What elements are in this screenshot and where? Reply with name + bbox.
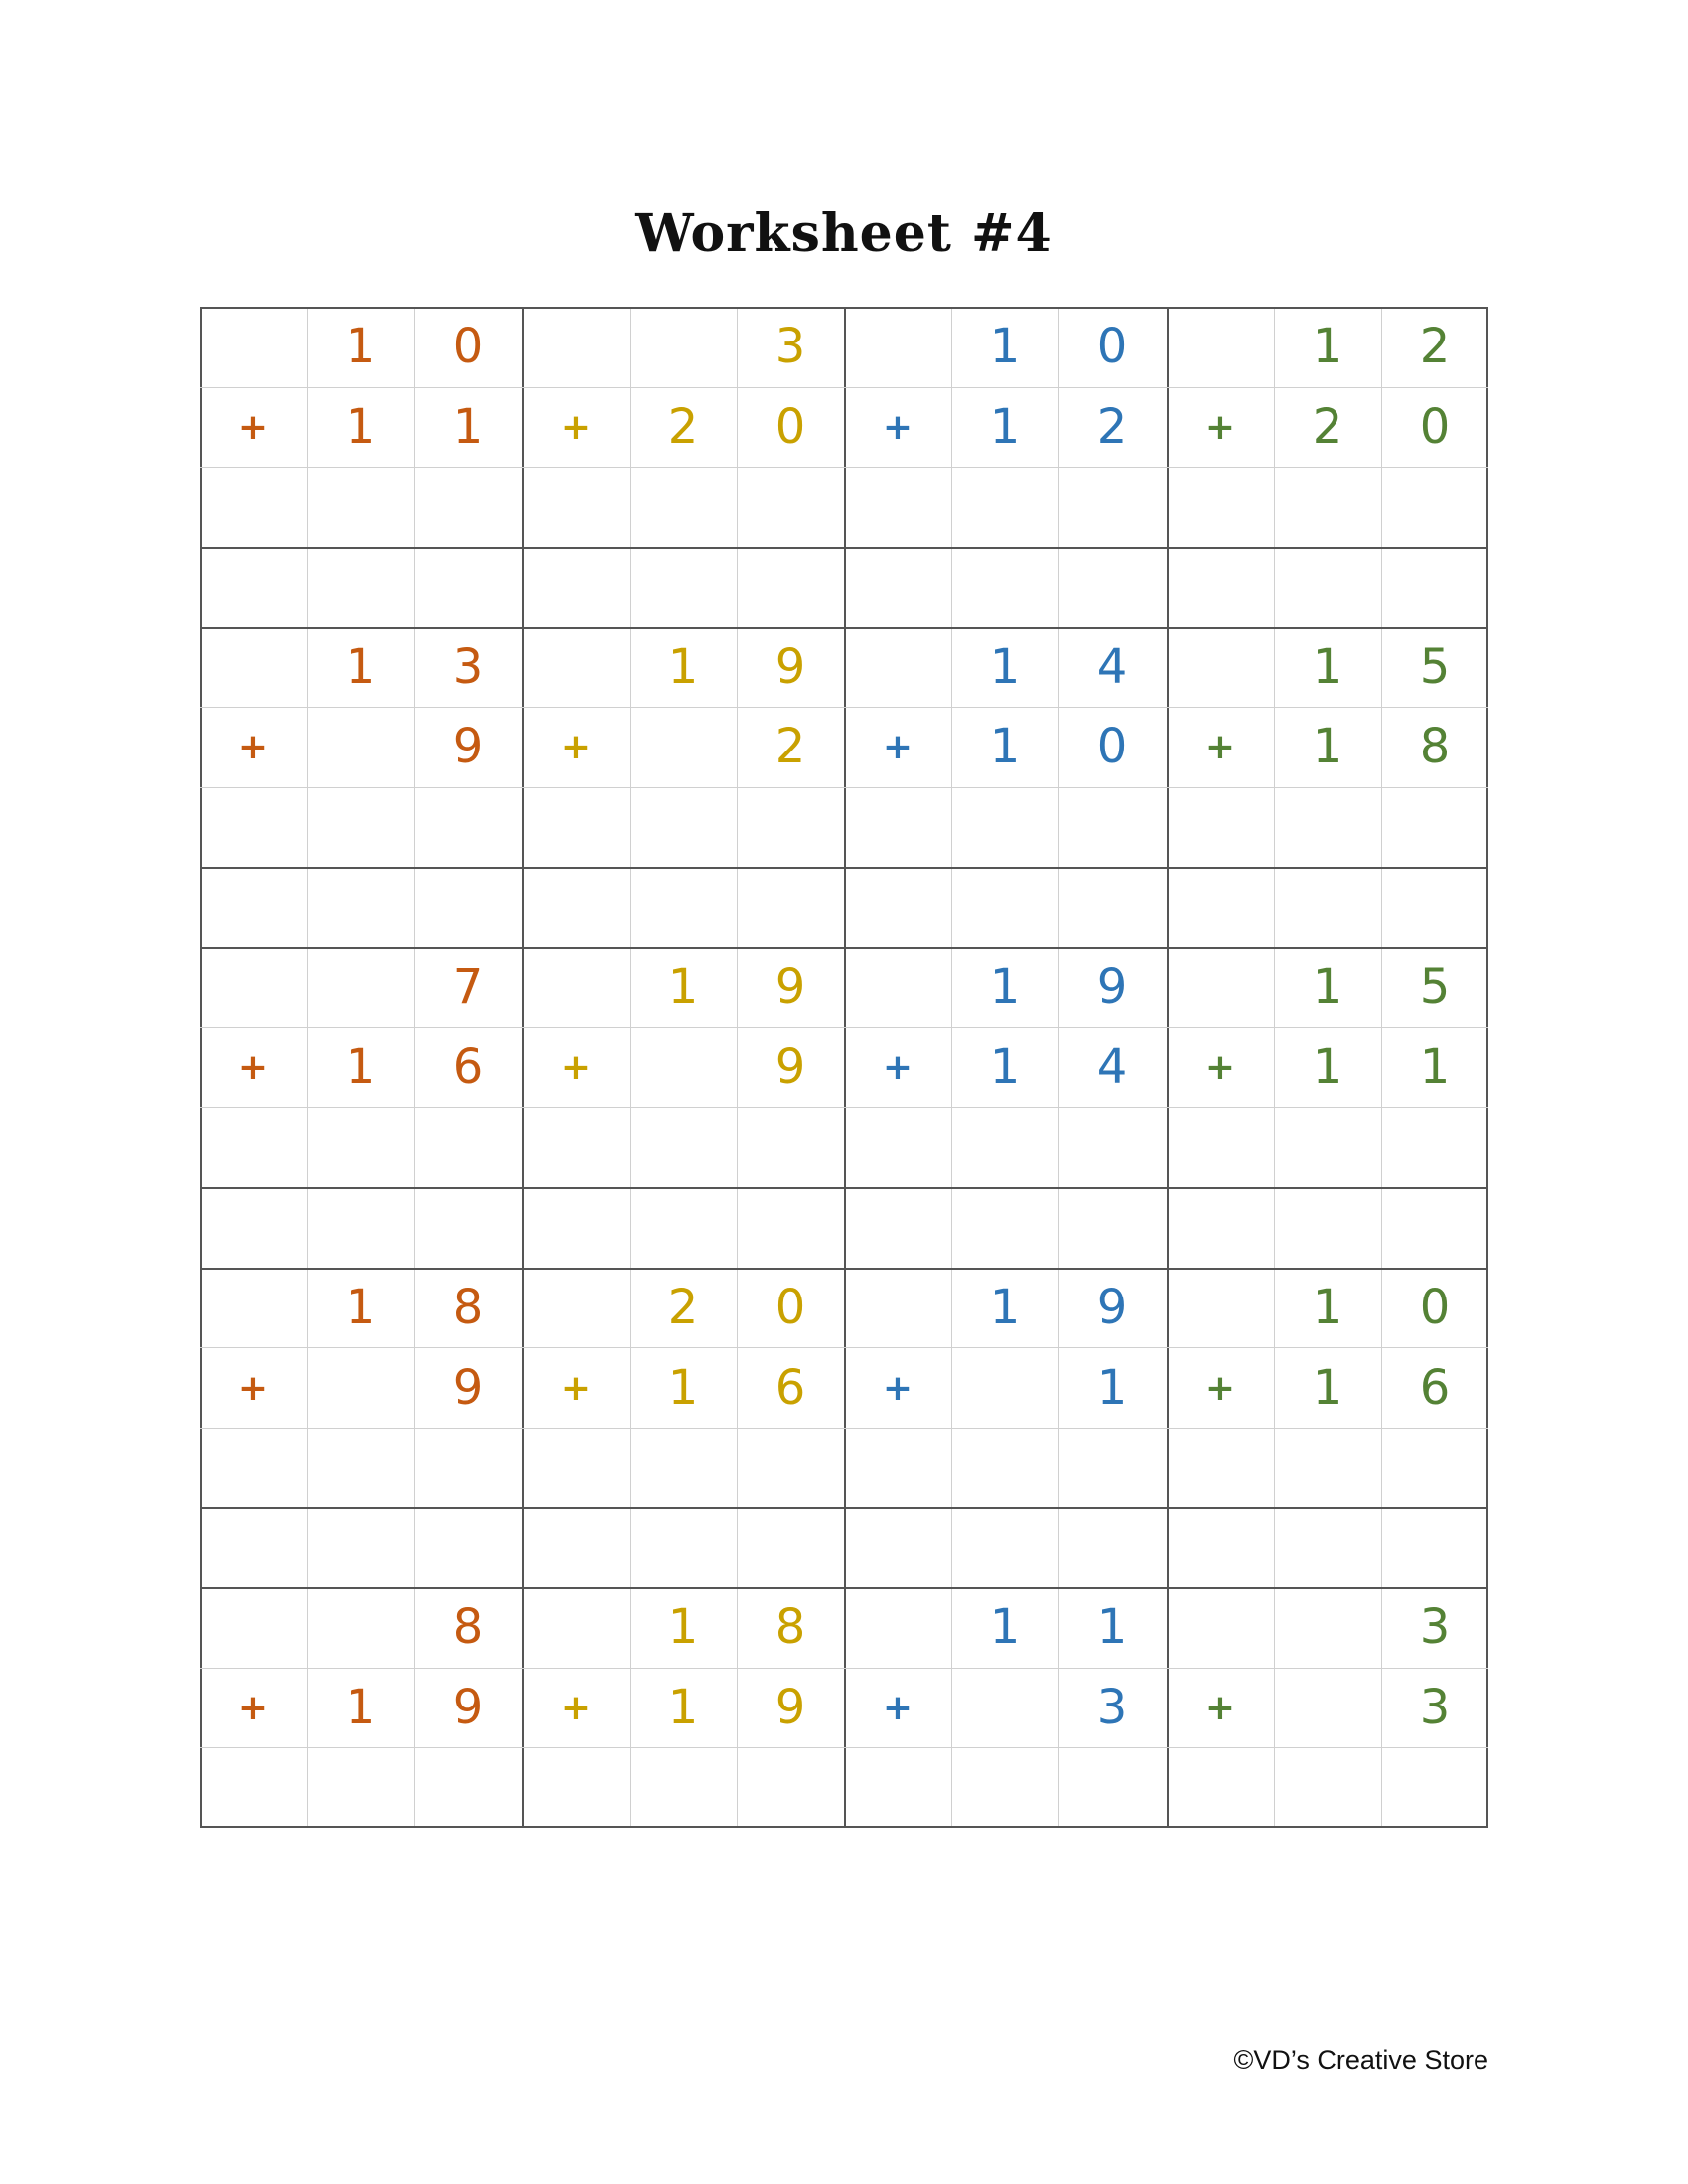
answer-cell[interactable] [1167, 787, 1274, 867]
bottom-digit: 1 [989, 399, 1021, 455]
bottom-digit: 9 [452, 1360, 484, 1416]
answer-cell[interactable] [1274, 1108, 1381, 1187]
top-digit: 1 [345, 319, 376, 374]
answer-cell[interactable] [1274, 1748, 1381, 1828]
plus-sign: + [560, 726, 592, 767]
top-digit: 8 [452, 1599, 484, 1655]
bottom-digit: 9 [774, 1039, 806, 1095]
answer-cell[interactable] [522, 1748, 630, 1828]
plus-sign: + [1204, 1046, 1236, 1088]
bottom-digit: 6 [1419, 1360, 1451, 1416]
bottom-digit: 2 [1312, 399, 1343, 455]
top-digit: 7 [452, 959, 484, 1015]
plus-sign: + [882, 1687, 914, 1728]
top-digit: 1 [989, 1599, 1021, 1655]
answer-cell[interactable] [414, 787, 521, 867]
plus-sign: + [237, 406, 269, 448]
answer-cell[interactable] [522, 1108, 630, 1187]
answer-cell[interactable] [737, 787, 844, 867]
plus-sign: + [1204, 726, 1236, 767]
top-digit: 9 [1096, 959, 1128, 1015]
top-digit: 5 [1419, 959, 1451, 1015]
top-digit: 9 [774, 959, 806, 1015]
answer-cell[interactable] [307, 1748, 414, 1828]
worksheet-grid [200, 307, 1488, 1828]
answer-cell[interactable] [414, 468, 521, 547]
answer-cell[interactable] [630, 1748, 737, 1828]
top-digit: 3 [774, 319, 806, 374]
top-digit: 1 [1312, 959, 1343, 1015]
bottom-digit: 1 [1312, 1360, 1343, 1416]
answer-cell[interactable] [1274, 787, 1381, 867]
plus-sign: + [560, 1367, 592, 1409]
answer-cell[interactable] [1274, 1428, 1381, 1507]
bottom-digit: 2 [774, 719, 806, 774]
bottom-digit: 1 [1419, 1039, 1451, 1095]
grid-major-hline [200, 1587, 1488, 1589]
bottom-digit: 0 [1419, 399, 1451, 455]
answer-cell[interactable] [737, 468, 844, 547]
grid-major-hline [200, 547, 1488, 549]
grid-major-hline [200, 1187, 1488, 1189]
top-digit: 0 [774, 1280, 806, 1335]
answer-cell[interactable] [307, 468, 414, 547]
answer-cell[interactable] [1381, 787, 1488, 867]
top-digit: 1 [989, 1280, 1021, 1335]
bottom-digit: 1 [667, 1680, 699, 1735]
bottom-digit: 9 [452, 1680, 484, 1735]
bottom-digit: 1 [345, 1039, 376, 1095]
plus-sign: + [1204, 1687, 1236, 1728]
top-digit: 2 [667, 1280, 699, 1335]
answer-cell[interactable] [307, 1428, 414, 1507]
plus-sign: + [560, 406, 592, 448]
top-digit: 3 [1419, 1599, 1451, 1655]
plus-sign: + [882, 406, 914, 448]
answer-cell[interactable] [1381, 1428, 1488, 1507]
answer-cell[interactable] [844, 468, 951, 547]
answer-cell[interactable] [844, 1428, 951, 1507]
answer-cell[interactable] [1058, 787, 1166, 867]
bottom-digit: 1 [667, 1360, 699, 1416]
answer-cell[interactable] [737, 1428, 844, 1507]
answer-cell[interactable] [630, 787, 737, 867]
bottom-digit: 2 [667, 399, 699, 455]
answer-cell[interactable] [1274, 468, 1381, 547]
top-digit: 1 [989, 319, 1021, 374]
top-digit: 2 [1419, 319, 1451, 374]
top-digit: 4 [1096, 639, 1128, 695]
top-digit: 8 [452, 1280, 484, 1335]
copyright-footer: ©VD’s Creative Store [1233, 2045, 1488, 2075]
bottom-digit: 1 [1096, 1360, 1128, 1416]
bottom-digit: 9 [774, 1680, 806, 1735]
answer-cell[interactable] [844, 1108, 951, 1187]
bottom-digit: 6 [774, 1360, 806, 1416]
answer-cell[interactable] [1167, 1108, 1274, 1187]
top-digit: 1 [667, 959, 699, 1015]
top-digit: 8 [774, 1599, 806, 1655]
bottom-digit: 0 [774, 399, 806, 455]
bottom-digit: 8 [1419, 719, 1451, 774]
plus-sign: + [1204, 1367, 1236, 1409]
answer-cell[interactable] [951, 787, 1058, 867]
bottom-digit: 6 [452, 1039, 484, 1095]
bottom-digit: 1 [345, 399, 376, 455]
top-digit: 3 [452, 639, 484, 695]
bottom-digit: 0 [1096, 719, 1128, 774]
plus-sign: + [237, 1687, 269, 1728]
top-digit: 9 [774, 639, 806, 695]
worksheet-title: Worksheet #4 [635, 204, 1053, 264]
top-digit: 1 [1096, 1599, 1128, 1655]
bottom-digit: 3 [1419, 1680, 1451, 1735]
answer-cell[interactable] [951, 1428, 1058, 1507]
bottom-digit: 2 [1096, 399, 1128, 455]
top-digit: 9 [1096, 1280, 1128, 1335]
answer-cell[interactable] [200, 1428, 307, 1507]
answer-cell[interactable] [200, 1748, 307, 1828]
top-digit: 1 [1312, 319, 1343, 374]
grid-major-hline [200, 1507, 1488, 1509]
answer-cell[interactable] [1058, 1748, 1166, 1828]
answer-cell[interactable] [1381, 1748, 1488, 1828]
answer-cell[interactable] [951, 468, 1058, 547]
answer-cell[interactable] [522, 787, 630, 867]
top-digit: 1 [667, 1599, 699, 1655]
answer-cell[interactable] [1167, 468, 1274, 547]
answer-cell[interactable] [307, 787, 414, 867]
answer-cell[interactable] [844, 787, 951, 867]
bottom-digit: 1 [1312, 719, 1343, 774]
answer-cell[interactable] [307, 1108, 414, 1187]
top-digit: 0 [1419, 1280, 1451, 1335]
top-digit: 1 [989, 959, 1021, 1015]
answer-cell[interactable] [1058, 1428, 1166, 1507]
bottom-digit: 1 [989, 719, 1021, 774]
top-digit: 0 [1096, 319, 1128, 374]
top-digit: 1 [1312, 1280, 1343, 1335]
answer-cell[interactable] [737, 1108, 844, 1187]
answer-cell[interactable] [200, 787, 307, 867]
plus-sign: + [882, 726, 914, 767]
plus-sign: + [882, 1046, 914, 1088]
bottom-digit: 1 [345, 1680, 376, 1735]
top-digit: 1 [1312, 639, 1343, 695]
answer-cell[interactable] [414, 1748, 521, 1828]
answer-cell[interactable] [414, 1108, 521, 1187]
top-digit: 1 [345, 639, 376, 695]
bottom-digit: 1 [1312, 1039, 1343, 1095]
bottom-digit: 4 [1096, 1039, 1128, 1095]
top-digit: 1 [667, 639, 699, 695]
answer-cell[interactable] [630, 1428, 737, 1507]
bottom-digit: 9 [452, 719, 484, 774]
plus-sign: + [237, 1046, 269, 1088]
plus-sign: + [237, 1367, 269, 1409]
answer-cell[interactable] [1058, 1108, 1166, 1187]
plus-sign: + [882, 1367, 914, 1409]
bottom-digit: 1 [989, 1039, 1021, 1095]
answer-cell[interactable] [844, 1748, 951, 1828]
top-digit: 5 [1419, 639, 1451, 695]
top-digit: 1 [345, 1280, 376, 1335]
plus-sign: + [1204, 406, 1236, 448]
answer-cell[interactable] [737, 1748, 844, 1828]
top-digit: 0 [452, 319, 484, 374]
plus-sign: + [237, 726, 269, 767]
answer-cell[interactable] [1381, 1108, 1488, 1187]
answer-cell[interactable] [414, 1428, 521, 1507]
answer-cell[interactable] [1058, 468, 1166, 547]
answer-cell[interactable] [1381, 468, 1488, 547]
answer-cell[interactable] [951, 1108, 1058, 1187]
answer-cell[interactable] [522, 1428, 630, 1507]
answer-cell[interactable] [630, 1108, 737, 1187]
answer-cell[interactable] [951, 1748, 1058, 1828]
bottom-digit: 1 [452, 399, 484, 455]
answer-cell[interactable] [200, 468, 307, 547]
answer-cell[interactable] [522, 468, 630, 547]
answer-cell[interactable] [1167, 1748, 1274, 1828]
plus-sign: + [560, 1687, 592, 1728]
top-digit: 1 [989, 639, 1021, 695]
answer-cell[interactable] [630, 468, 737, 547]
grid-major-hline [200, 867, 1488, 869]
bottom-digit: 3 [1096, 1680, 1128, 1735]
answer-cell[interactable] [1167, 1428, 1274, 1507]
answer-cell[interactable] [200, 1108, 307, 1187]
plus-sign: + [560, 1046, 592, 1088]
